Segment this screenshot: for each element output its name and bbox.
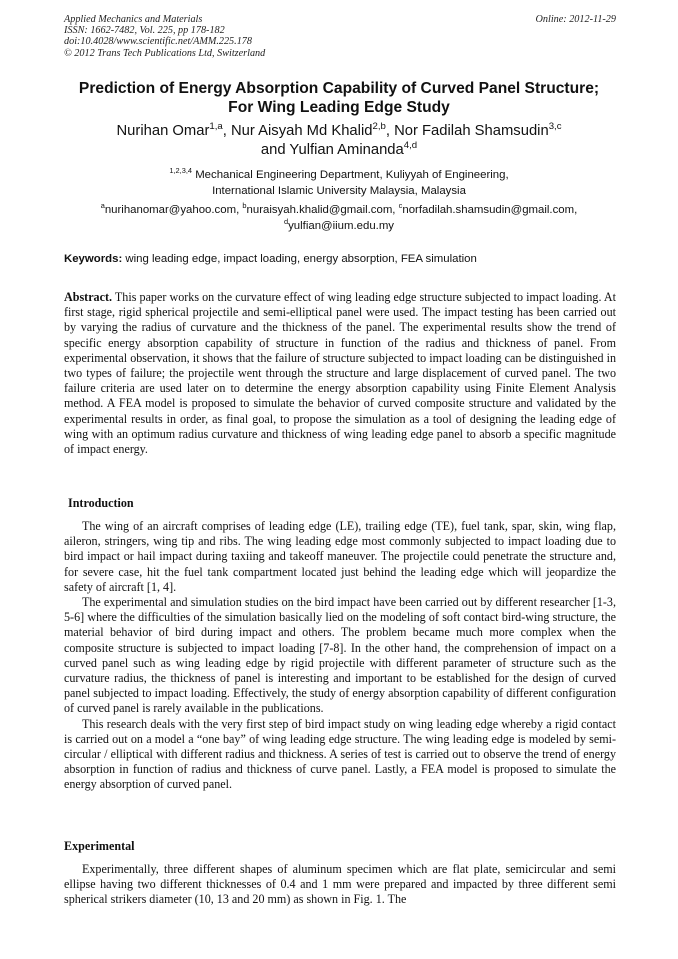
author-line-2 (40, 141, 638, 160)
title-line-2: For Wing Leading Edge Study (228, 99, 450, 116)
keywords-label: Keywords: (64, 253, 123, 265)
experimental-heading: Experimental (64, 839, 135, 853)
online-date: Online: 2012-11-29 (535, 14, 616, 25)
author-name: Nur Aisyah Md Khalid (231, 123, 373, 139)
keywords-text: wing leading edge, impact loading, energy absorption, FEA simulation (122, 253, 477, 265)
author-line-1 (40, 122, 638, 141)
email-sup: d (283, 217, 289, 227)
copyright-line: © 2012 Trans Tech Publications Ltd, Switzerland (64, 47, 266, 59)
issn-line: ISSN: 1662-7482, Vol. 225, pp 178-182 (64, 25, 225, 37)
author-list (40, 122, 638, 160)
emails-line-2 (60, 218, 618, 234)
paper-title (40, 79, 638, 117)
email-link[interactable]: nurihanomar@yahoo.com, (104, 204, 243, 216)
paragraph: The experimental and simulation studies on the bird impact have been carried out by different researcher [1-3, 5-6] where the difficulties of the simulation basically lied on the modeling of soft contact bird-wing structure, the material behavior of bird during impact and others. The problem became much more complex when the composite structure is subjected to impact loading [7-8]. In the other hand, the comprehension of impact on a curved panel such as wing leading edge by rigid projectile with different parameter of structure such as the curvature radius, the thickness of panel is interesting and important to be established for the design of curved panel subjected to impact loading. Effectively, the study of energy absorption capability of different configuration of curved panel is rarely available in the publications. (64, 595, 616, 716)
email-link[interactable]: yulfian@iium.edu.my (288, 220, 395, 232)
email-sup: c (398, 201, 403, 211)
paragraph: The wing of an aircraft comprises of leading edge (LE), trailing edge (TE), fuel tank, spar, skin, wing flap, aileron, stringers, wing tip and ribs. The wing leading edge most commonly subjected to impact loading due to bird impact or hail impact during taxiing and takeoff maneuver. The projectile could penetrate the structure and, for severe case, hit the fuel tank compartment located just behind the leading edge which will jeopardize the safety of aircraft [1, 4]. (64, 519, 616, 594)
author-separator: , (385, 123, 395, 139)
affiliation-line-2: International Islamic University Malaysia, Malaysia (212, 185, 466, 197)
author-prefix: and (260, 142, 290, 158)
email-sup: a (100, 201, 105, 211)
keywords (64, 252, 616, 267)
paragraph: Experimentally, three different shapes of aluminum specimen which are flat plate, semicircular and semi ellipse having two different thicknesses of 0.4 and 1 mm were prepared and impacted by three different semi spherical strikers diameter (10, 13 and 20 mm) as shown in Fig. 1. The (64, 862, 616, 907)
author-separator: , (222, 123, 231, 139)
affiliation-text-1: Mechanical Engineering Department, Kuliyyah of Engineering, (195, 169, 509, 181)
affiliation-line-1 (60, 167, 618, 183)
author-name: Yulfian Aminanda (289, 142, 404, 158)
email-sup: b (242, 201, 247, 211)
publication-header (64, 14, 616, 59)
author-sup: 2,b (372, 121, 386, 133)
title-line-1: Prediction of Energy Absorption Capability of Curved Panel Structure; (78, 80, 600, 97)
author-emails (60, 202, 618, 234)
author-sup: 1,a (209, 121, 223, 133)
paragraph: This research deals with the very first step of bird impact study on wing leading edge whereby a rigid contact is carried out on a model a “one bay” of wing leading edge structure. The wing leading edge is modeled by semi-circular / elliptical with different radius and thickness. A series of test is carried out to observe the trend of energy absorption in function of radius and thickness of curve panel. Lastly, a FEA model is proposed to simulate the energy absorption of curved panel. (64, 716, 616, 792)
email-link[interactable]: norfadilah.shamsudin@gmail.com, (402, 204, 578, 216)
introduction-heading: Introduction (68, 496, 134, 510)
author-name: Nor Fadilah Shamsudin (394, 123, 549, 139)
emails-line-1 (60, 202, 618, 218)
abstract-label: Abstract. (64, 290, 113, 304)
introduction-section (64, 519, 616, 793)
author-sup: 3,c (548, 121, 562, 133)
abstract (64, 290, 616, 457)
affiliation (60, 167, 618, 199)
experimental-section (64, 862, 616, 908)
author-sup: 4,d (403, 140, 418, 152)
email-link[interactable]: nuraisyah.khalid@gmail.com, (246, 204, 399, 216)
journal-name: Applied Mechanics and Materials (64, 14, 203, 25)
doi-line: doi:10.4028/www.scientific.net/AMM.225.178 (64, 36, 252, 48)
author-name: Nurihan Omar (116, 123, 210, 139)
affiliation-sup: 1,2,3,4 (169, 166, 193, 176)
abstract-text: This paper works on the curvature effect of wing leading edge structure subjected to impact loading. At first stage, rigid spherical projectile and semi-elliptical panel were used. The impact testing has been carried out by varying the radius of curvature and the thickness of the panel. The experimental results show the trend of specific energy absorption capability of structure in function of the radius and thickness of panel. From experimental observation, it shows that the failure of structure subjected to impact loading can be distinguished in two types of failure; the projectile went through the structure and large displacement of curved panel. The two failure criteria are used later on to determine the energy absorption capability using Finite Element Analysis method. A FEA model is proposed to simulate the behavior of curved composite structure and validated by the experimental results in order, as final goal, to propose the simulation as a tool of designing the leading edge of wing with an optimum radius curvature and thickness of wing leading edge panel to absorb a specific magnitude of impact energy. (64, 290, 616, 457)
